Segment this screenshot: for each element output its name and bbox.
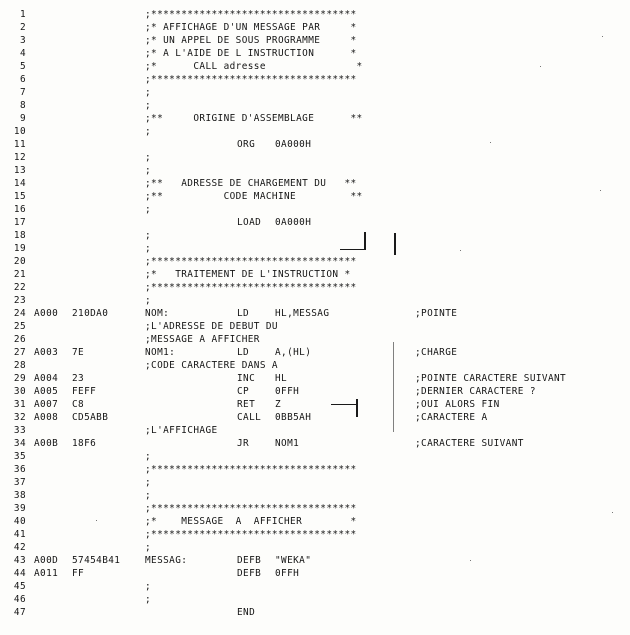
machine-code: C8 xyxy=(72,399,85,410)
line-number: 39 xyxy=(13,503,26,514)
line-number: 31 xyxy=(13,399,26,410)
label-or-comment: ;MESSAGE A AFFICHER xyxy=(145,334,260,345)
operand: 0FFH xyxy=(275,568,300,579)
label-or-comment: ; xyxy=(145,126,152,137)
comment: ;POINTE CARACTERE SUIVANT xyxy=(415,373,567,384)
mnemonic: ORG xyxy=(237,139,256,150)
listing-line xyxy=(0,125,630,138)
label-or-comment: ;* AFFICHAGE D'UN MESSAGE PAR * xyxy=(145,22,357,33)
operand: HL,MESSAG xyxy=(275,308,330,319)
listing-line xyxy=(0,112,630,125)
listing-line xyxy=(0,177,630,190)
listing-line xyxy=(0,47,630,60)
line-number: 16 xyxy=(13,204,26,215)
line-number: 45 xyxy=(13,581,26,592)
listing-line xyxy=(0,60,630,73)
mnemonic: LD xyxy=(237,308,250,319)
machine-code: CD5ABB xyxy=(72,412,109,423)
line-number: 12 xyxy=(13,152,26,163)
label-or-comment: ; xyxy=(145,581,152,592)
line-number: 27 xyxy=(13,347,26,358)
label-or-comment: ; xyxy=(145,230,152,241)
scan-mark xyxy=(364,232,366,250)
operand: 0A000H xyxy=(275,139,312,150)
comment: ;OUI ALORS FIN xyxy=(415,399,500,410)
line-number: 3 xyxy=(19,35,26,46)
label-or-comment: ;********************************** xyxy=(145,464,357,475)
line-number: 7 xyxy=(19,87,26,98)
listing-line xyxy=(0,424,630,437)
label-or-comment: ; xyxy=(145,594,152,605)
label-or-comment: ;* UN APPEL DE SOUS PROGRAMME * xyxy=(145,35,357,46)
line-number: 33 xyxy=(13,425,26,436)
listing-line xyxy=(0,476,630,489)
listing-line xyxy=(0,307,630,320)
line-number: 29 xyxy=(13,373,26,384)
line-number: 43 xyxy=(13,555,26,566)
comment: ;CARACTERE SUIVANT xyxy=(415,438,524,449)
listing-line xyxy=(0,411,630,424)
label-or-comment: ;** CODE MACHINE ** xyxy=(145,191,363,202)
mnemonic: RET xyxy=(237,399,256,410)
listing-line xyxy=(0,333,630,346)
label-or-comment: ; xyxy=(145,490,152,501)
listing-line xyxy=(0,450,630,463)
line-number: 13 xyxy=(13,165,26,176)
comment: ;DERNIER CARACTERE ? xyxy=(415,386,536,397)
label-or-comment: ;********************************** xyxy=(145,282,357,293)
line-number: 23 xyxy=(13,295,26,306)
address: A011 xyxy=(34,568,59,579)
line-number: 37 xyxy=(13,477,26,488)
label-or-comment: ;L'AFFICHAGE xyxy=(145,425,218,436)
machine-code: 210DA0 xyxy=(72,308,109,319)
mnemonic: CP xyxy=(237,386,250,397)
listing-line xyxy=(0,216,630,229)
scan-mark xyxy=(393,342,394,432)
listing-line xyxy=(0,515,630,528)
mnemonic: LD xyxy=(237,347,250,358)
label-or-comment: ;L'ADRESSE DE DEBUT DU xyxy=(145,321,278,332)
listing-line xyxy=(0,86,630,99)
listing-line xyxy=(0,203,630,216)
scan-speck xyxy=(540,66,541,67)
address: A003 xyxy=(34,347,59,358)
scan-mark xyxy=(356,399,358,417)
listing-line xyxy=(0,385,630,398)
listing-line xyxy=(0,151,630,164)
line-number: 18 xyxy=(13,230,26,241)
operand: HL xyxy=(275,373,288,384)
listing-line xyxy=(0,606,630,619)
label-or-comment: ;********************************** xyxy=(145,503,357,514)
mnemonic: DEFB xyxy=(237,568,262,579)
listing-line xyxy=(0,255,630,268)
address: A007 xyxy=(34,399,59,410)
label-or-comment: ;* TRAITEMENT DE L'INSTRUCTION * xyxy=(145,269,351,280)
line-number: 40 xyxy=(13,516,26,527)
listing-line xyxy=(0,398,630,411)
listing-line xyxy=(0,164,630,177)
operand: Z xyxy=(275,399,282,410)
listing-line xyxy=(0,281,630,294)
listing-line xyxy=(0,437,630,450)
line-number: 34 xyxy=(13,438,26,449)
listing-line xyxy=(0,99,630,112)
line-number: 1 xyxy=(19,9,26,20)
line-number: 22 xyxy=(13,282,26,293)
line-number: 4 xyxy=(19,48,26,59)
line-number: 14 xyxy=(13,178,26,189)
scan-mark xyxy=(340,249,366,250)
listing-line xyxy=(0,320,630,333)
label-or-comment: ;** ADRESSE DE CHARGEMENT DU ** xyxy=(145,178,357,189)
operand: 0BB5AH xyxy=(275,412,312,423)
label-or-comment: ;* MESSAGE A AFFICHER * xyxy=(145,516,357,527)
scan-speck xyxy=(602,36,603,37)
line-number: 19 xyxy=(13,243,26,254)
line-number: 10 xyxy=(13,126,26,137)
listing-line xyxy=(0,21,630,34)
scan-speck xyxy=(490,142,491,143)
line-number: 11 xyxy=(13,139,26,150)
label-or-comment: ; xyxy=(145,87,152,98)
line-number: 20 xyxy=(13,256,26,267)
label-or-comment: ; xyxy=(145,477,152,488)
line-number: 32 xyxy=(13,412,26,423)
listing-line xyxy=(0,528,630,541)
line-number: 36 xyxy=(13,464,26,475)
line-number: 2 xyxy=(19,22,26,33)
label-or-comment: NOM1: xyxy=(145,347,176,358)
listing-line xyxy=(0,268,630,281)
listing-line xyxy=(0,346,630,359)
line-number: 47 xyxy=(13,607,26,618)
line-number: 8 xyxy=(19,100,26,111)
listing-line xyxy=(0,294,630,307)
line-number: 21 xyxy=(13,269,26,280)
scan-speck xyxy=(460,250,461,251)
listing-line xyxy=(0,372,630,385)
line-number: 42 xyxy=(13,542,26,553)
listing-line xyxy=(0,138,630,151)
scan-speck xyxy=(470,560,471,561)
line-number: 15 xyxy=(13,191,26,202)
label-or-comment: ; xyxy=(145,542,152,553)
machine-code: 57454B41 xyxy=(72,555,121,566)
line-number: 38 xyxy=(13,490,26,501)
address: A005 xyxy=(34,386,59,397)
operand: "WEKA" xyxy=(275,555,312,566)
listing-line xyxy=(0,8,630,21)
listing-line xyxy=(0,554,630,567)
label-or-comment: ; xyxy=(145,204,152,215)
label-or-comment: ;** ORIGINE D'ASSEMBLAGE ** xyxy=(145,113,363,124)
label-or-comment: ;********************************** xyxy=(145,256,357,267)
machine-code: 18F6 xyxy=(72,438,97,449)
label-or-comment: ; xyxy=(145,152,152,163)
comment: ;POINTE xyxy=(415,308,458,319)
listing-line xyxy=(0,190,630,203)
label-or-comment: ;CODE CARACTERE DANS A xyxy=(145,360,278,371)
address: A000 xyxy=(34,308,59,319)
label-or-comment: ; xyxy=(145,451,152,462)
line-number: 25 xyxy=(13,321,26,332)
operand: A,(HL) xyxy=(275,347,312,358)
label-or-comment: ;* CALL adresse * xyxy=(145,61,363,72)
line-number: 5 xyxy=(19,61,26,72)
machine-code: FF xyxy=(72,568,85,579)
mnemonic: LOAD xyxy=(237,217,262,228)
label-or-comment: ;* A L'AIDE DE L INSTRUCTION * xyxy=(145,48,357,59)
line-number: 41 xyxy=(13,529,26,540)
listing-line xyxy=(0,229,630,242)
label-or-comment: ; xyxy=(145,243,152,254)
label-or-comment: ;********************************** xyxy=(145,9,357,20)
listing-line xyxy=(0,463,630,476)
line-number: 30 xyxy=(13,386,26,397)
listing-line xyxy=(0,73,630,86)
address: A00D xyxy=(34,555,59,566)
listing-line xyxy=(0,359,630,372)
line-number: 26 xyxy=(13,334,26,345)
scan-mark xyxy=(394,233,396,255)
listing-line xyxy=(0,34,630,47)
listing-line xyxy=(0,593,630,606)
listing-line xyxy=(0,541,630,554)
operand: 0A000H xyxy=(275,217,312,228)
listing-line xyxy=(0,567,630,580)
machine-code: 23 xyxy=(72,373,85,384)
address: A00B xyxy=(34,438,59,449)
label-or-comment: ;********************************** xyxy=(145,74,357,85)
scan-speck xyxy=(96,520,97,521)
scan-speck xyxy=(612,512,613,513)
mnemonic: JR xyxy=(237,438,250,449)
listing-line xyxy=(0,580,630,593)
operand: NOM1 xyxy=(275,438,300,449)
label-or-comment: ; xyxy=(145,165,152,176)
label-or-comment: NOM: xyxy=(145,308,170,319)
comment: ;CARACTERE A xyxy=(415,412,488,423)
operand: 0FFH xyxy=(275,386,300,397)
machine-code: 7E xyxy=(72,347,85,358)
comment: ;CHARGE xyxy=(415,347,458,358)
address: A008 xyxy=(34,412,59,423)
listing-line xyxy=(0,489,630,502)
mnemonic: INC xyxy=(237,373,256,384)
line-number: 24 xyxy=(13,308,26,319)
line-number: 28 xyxy=(13,360,26,371)
scan-mark xyxy=(331,404,357,405)
machine-code: FEFF xyxy=(72,386,97,397)
label-or-comment: ; xyxy=(145,295,152,306)
mnemonic: CALL xyxy=(237,412,262,423)
line-number: 44 xyxy=(13,568,26,579)
label-or-comment: MESSAG: xyxy=(145,555,188,566)
line-number: 6 xyxy=(19,74,26,85)
scan-speck xyxy=(600,190,601,191)
line-number: 46 xyxy=(13,594,26,605)
line-number: 35 xyxy=(13,451,26,462)
mnemonic: END xyxy=(237,607,256,618)
listing-line xyxy=(0,242,630,255)
line-number: 17 xyxy=(13,217,26,228)
line-number: 9 xyxy=(19,113,26,124)
listing-line xyxy=(0,502,630,515)
mnemonic: DEFB xyxy=(237,555,262,566)
label-or-comment: ; xyxy=(145,100,152,111)
address: A004 xyxy=(34,373,59,384)
label-or-comment: ;********************************** xyxy=(145,529,357,540)
